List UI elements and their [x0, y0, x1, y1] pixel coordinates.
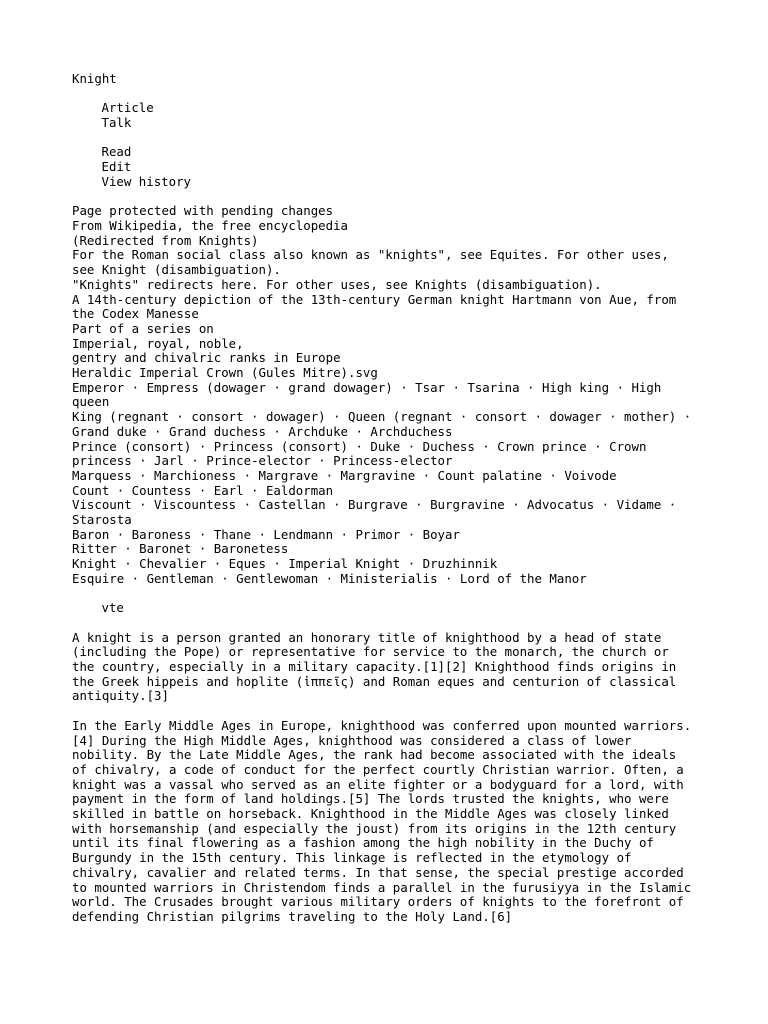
paragraph-line: chivalry, cavalier and related terms. In that sense, the special prestige accorded [72, 864, 684, 880]
paragraph-line: the Greek hippeis and hoplite (ἱππεῖς) and Roman eques and centurion of classical [72, 673, 677, 689]
paragraph-line: Burgundy in the 15th century. This linkage is reflected in the etymology of [72, 850, 632, 866]
paragraph-line: world. The Crusades brought various military orders of knights to the forefront of [72, 894, 684, 910]
spacer [72, 131, 696, 146]
intro-paragraph-1 [72, 631, 696, 705]
series-box-image-alt: Heraldic Imperial Crown (Gules Mitre).svg [72, 365, 378, 381]
series-box-title: Imperial, royal, noble, [72, 335, 244, 351]
tab-talk[interactable]: Talk [101, 115, 132, 131]
rank-list-line: Emperor · Empress (dowager · grand dowager) · Tsar · Tsarina · High king · High [72, 379, 662, 395]
series-box-title: Part of a series on [72, 320, 214, 336]
redirect-notice: (Redirected from Knights) [72, 232, 259, 248]
rank-list-line: Starosta [72, 512, 132, 528]
paragraph-line: defending Christian pilgrims traveling to the Holy Land.[6] [72, 908, 513, 924]
tab-article[interactable]: Article [101, 100, 154, 116]
paragraph-line: A knight is a person granted an honorary title of knighthood by a head of state [72, 629, 662, 645]
navbox-vte-link[interactable]: vte [101, 600, 124, 616]
rank-list-line: Marquess · Marchioness · Margrave · Margravine · Count palatine · Voivode [72, 467, 617, 483]
paragraph-line: the country, especially in a military capacity.[1][2] Knighthood finds origins in [72, 659, 677, 675]
rank-list-line: King (regnant · consort · dowager) · Queen (regnant · consort · dowager · mother) · [72, 409, 692, 425]
rank-list-line: Prince (consort) · Princess (consort) · Duke · Duchess · Crown prince · Crown [72, 438, 647, 454]
hatnote-line: "Knights" redirects here. For other uses, see Knights (disambiguation). [72, 276, 602, 292]
site-subtitle: From Wikipedia, the free encyclopedia [72, 217, 349, 233]
paragraph-line: of chivalry, a code of conduct for the perfect courtly Christian warrior. Often, a [72, 761, 684, 777]
paragraph-line: skilled in battle on horseback. Knighthood in the Middle Ages was closely linked [72, 806, 669, 822]
rank-list-line: Ritter · Baronet · Baronetess [72, 541, 289, 557]
spacer [72, 616, 696, 631]
tab-view-history[interactable]: View history [101, 173, 192, 189]
rank-list-line: Grand duke · Grand duchess · Archduke · Archduchess [72, 423, 453, 439]
view-tabs [72, 145, 696, 189]
namespace-tabs [72, 101, 696, 130]
hatnote-line: For the Roman social class also known as "knights", see Equites. For other uses, [72, 247, 669, 263]
paragraph-line: to mounted warriors in Christendom finds a parallel in the furusiyya in the Islamic [72, 879, 692, 895]
rank-list-line: Baron · Baroness · Thane · Lendmann · Primor · Boyar [72, 526, 460, 542]
page-title: Knight [72, 71, 117, 86]
rank-list-line: queen [72, 394, 110, 410]
paragraph-line: nobility. By the Late Middle Ages, the rank had become associated with the ideals [72, 747, 677, 763]
series-box-title: gentry and chivalric ranks in Europe [72, 350, 341, 366]
rank-list-line: Viscount · Viscountess · Castellan · Burgrave · Burgravine · Advocatus · Vidame · [72, 497, 677, 513]
rank-list-line: Knight · Chevalier · Eques · Imperial Knight · Druzhinnik [72, 556, 498, 572]
paragraph-line: In the Early Middle Ages in Europe, knighthood was conferred upon mounted warriors. [72, 717, 692, 733]
spacer [72, 87, 696, 102]
tab-read[interactable]: Read [101, 144, 132, 160]
spacer [72, 704, 696, 719]
paragraph-line: until its final flowering as a fashion among the high nobility in the Duchy of [72, 835, 654, 851]
rank-list-line: princess · Jarl · Prince-elector · Princess-elector [72, 453, 453, 469]
paragraph-line: (including the Pope) or representative for service to the monarch, the church or [72, 644, 669, 660]
image-caption-line: the Codex Manesse [72, 306, 199, 322]
paragraph-line: [4] During the High Middle Ages, knighthood was considered a class of lower [72, 732, 632, 748]
protection-notice: Page protected with pending changes [72, 203, 334, 219]
paragraph-line: antiquity.[3] [72, 688, 169, 704]
paragraph-line: with horsemanship (and especially the joust) from its origins in the 12th century [72, 820, 677, 836]
intro-paragraph-2 [72, 719, 696, 925]
spacer [72, 587, 696, 602]
tab-edit[interactable]: Edit [101, 159, 132, 175]
article-header [72, 204, 696, 586]
hatnote-line: see Knight (disambiguation). [72, 262, 281, 278]
rank-list-line: Count · Countess · Earl · Ealdorman [72, 482, 334, 498]
paragraph-line: payment in the form of land holdings.[5] The lords trusted the knights, who were [72, 791, 669, 807]
image-caption-line: A 14th-century depiction of the 13th-century German knight Hartmann von Aue, from [72, 291, 677, 307]
spacer [72, 190, 696, 205]
rank-list-line: Esquire · Gentleman · Gentlewoman · Ministerialis · Lord of the Manor [72, 570, 587, 586]
paragraph-line: knight was a vassal who served as an elite fighter or a bodyguard for a lord, with [72, 776, 684, 792]
